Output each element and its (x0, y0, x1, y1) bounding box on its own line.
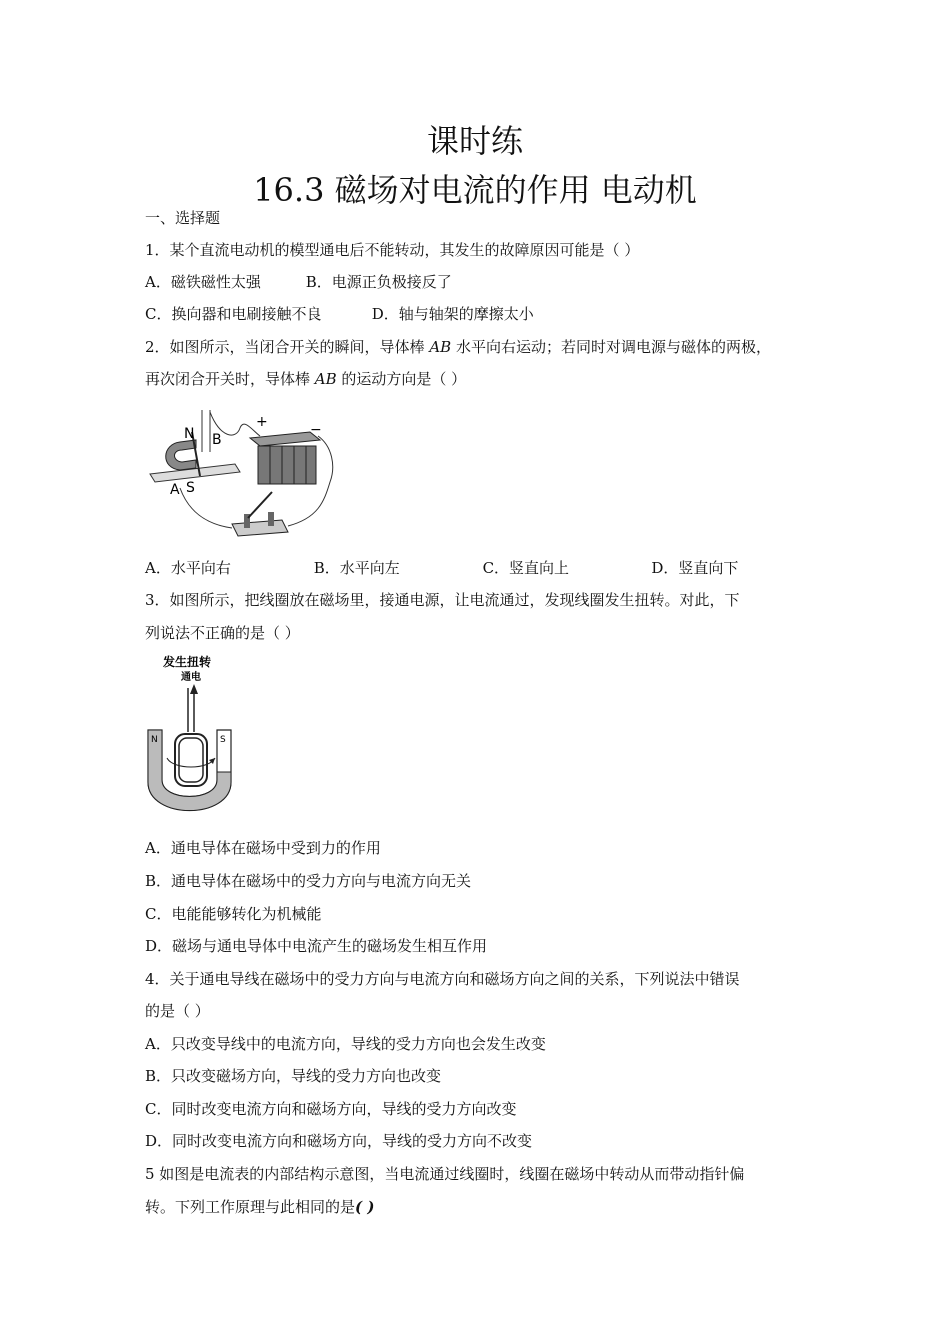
q2-option-c: C．竖直向上 (482, 559, 570, 577)
section-heading: 一、选择题 (145, 209, 221, 227)
q3-stem-line2: 列说法不正确的是（ ） (145, 624, 300, 642)
caption-power: 通电 (181, 672, 201, 683)
label-s: S (220, 735, 226, 745)
q2-circuit-figure (140, 402, 340, 544)
q2-stem-line2: 再次闭合开关时，导体棒 AB 的运动方向是（ ） (145, 370, 467, 388)
label-a: A (170, 482, 180, 498)
lesson-title: 16.3 磁场对电流的作用 电动机 (253, 171, 697, 209)
q1-options-row2 (145, 304, 534, 324)
q5-answer-paren: ( ) (355, 1198, 375, 1216)
q1-option-b: B．电源正负极接反了 (305, 273, 452, 291)
horseshoe-magnet (166, 440, 196, 470)
q2-ab-label: AB (314, 370, 337, 388)
q5-stem-line1: 5 如图是电流表的内部结构示意图，当电流通过线圈时，线圈在磁场中转动从而带动指针偏 (145, 1165, 745, 1183)
q4-option-c: C．同时改变电流方向和磁场方向，导线的受力方向改变 (145, 1100, 517, 1118)
q3-option-a: A．通电导体在磁场中受到力的作用 (145, 839, 381, 857)
arrow-icon (190, 684, 198, 694)
q1-option-d: D．轴与轴架的摩擦太小 (371, 305, 534, 323)
worksheet-title: 课时练 (426, 122, 523, 160)
q4-option-b: B．只改变磁场方向，导线的受力方向也改变 (145, 1067, 442, 1085)
q5-stem-line2: 转。下列工作原理与此相同的是( ) (145, 1198, 375, 1216)
q1-options-row1 (145, 272, 452, 292)
q4-option-a: A．只改变导线中的电流方向，导线的受力方向也会发生改变 (145, 1035, 546, 1053)
q2-ab-label: AB (429, 338, 452, 356)
label-minus: − (310, 422, 322, 438)
q1-stem: 1．某个直流电动机的模型通电后不能转动，其发生的故障原因可能是（ ） (145, 241, 640, 259)
q4-stem-line1: 4．关于通电导线在磁场中的受力方向与电流方向和磁场方向之间的关系，下列说法中错误 (145, 970, 740, 988)
q2-options (145, 558, 738, 578)
q1-option-c: C．换向器和电刷接触不良 (145, 305, 322, 323)
label-s: S (186, 480, 195, 496)
q3-stem-line1: 3．如图所示，把线圈放在磁场里，接通电源，让电流通过，发现线圈发生扭转。对此，下 (145, 591, 740, 609)
label-plus: + (256, 414, 268, 430)
q2-option-b: B．水平向左 (313, 559, 400, 577)
caption-twist: 发生扭转 (163, 655, 212, 669)
q3-option-b: B．通电导体在磁场中的受力方向与电流方向无关 (145, 872, 472, 890)
q3-coil-figure (143, 652, 243, 824)
q2-stem-line1: 2．如图所示，当闭合开关的瞬间，导体棒 AB 水平向右运动；若同时对调电源与磁体的两极， (145, 338, 771, 356)
battery (250, 432, 320, 484)
q1-option-a: A．磁铁磁性太强 (145, 273, 261, 291)
label-n: N (151, 735, 158, 745)
q4-option-d: D．同时改变电流方向和磁场方向，导线的受力方向不改变 (145, 1132, 533, 1150)
label-n: N (184, 426, 195, 442)
q2-option-d: D．竖直向下 (651, 559, 739, 577)
q4-stem-line2: 的是（ ） (145, 1002, 210, 1020)
q3-option-c: C．电能能够转化为机械能 (145, 905, 322, 923)
q3-option-d: D．磁场与通电导体中电流产生的磁场发生相互作用 (145, 937, 488, 955)
coil-inner (179, 738, 203, 782)
label-b: B (212, 432, 222, 448)
knife-switch (232, 492, 288, 536)
q2-option-a: A．水平向右 (145, 559, 231, 577)
